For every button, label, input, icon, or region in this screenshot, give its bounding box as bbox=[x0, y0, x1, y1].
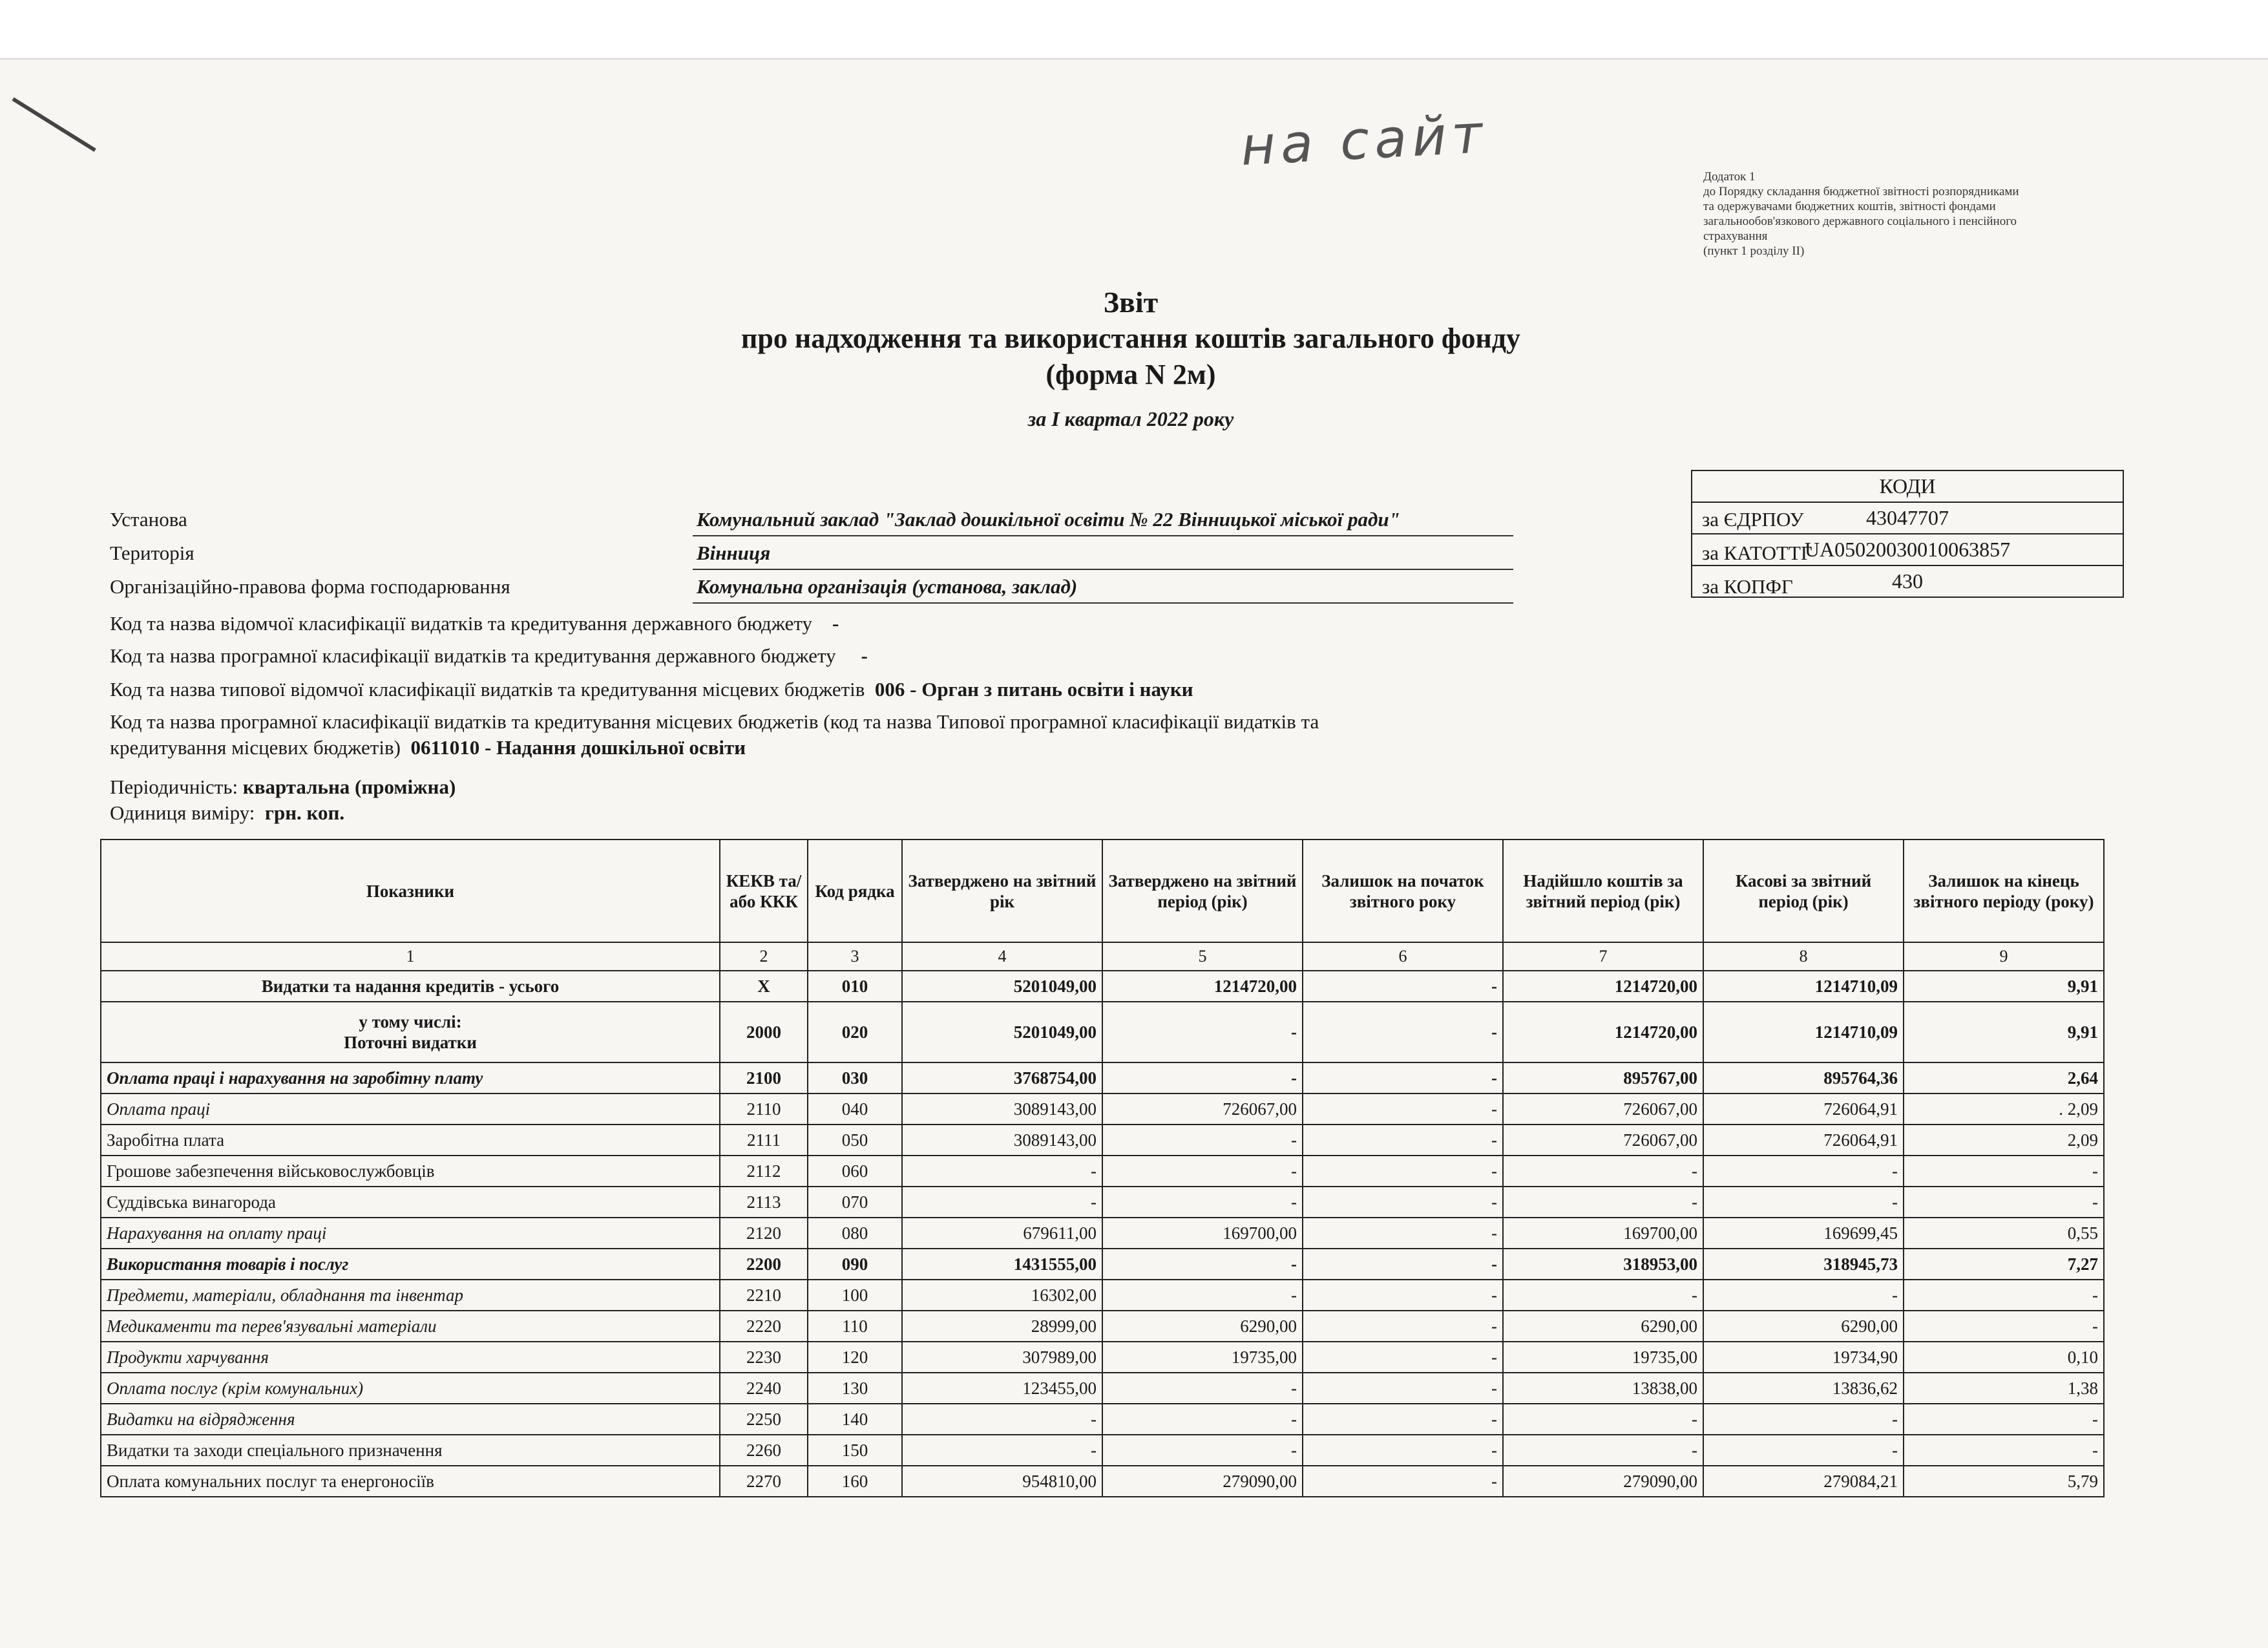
prog-local-label-1: Код та назва програмної класифікації видатків та кредитування місцевих бюджетів (код та назва Типової програмної класифікації видатків та bbox=[110, 710, 1319, 733]
cell-start-balance: - bbox=[1303, 1373, 1503, 1404]
handwritten-note: на сайт bbox=[1239, 103, 1489, 178]
cell-received: 13838,00 bbox=[1503, 1373, 1703, 1404]
institution-label: Установа bbox=[110, 508, 187, 531]
cell-end-balance: 7,27 bbox=[1904, 1249, 2104, 1280]
title-line-3: (форма N 2м) bbox=[1045, 359, 1216, 390]
cell-end-balance: 2,09 bbox=[1904, 1125, 2104, 1156]
cell-code: 070 bbox=[808, 1187, 902, 1218]
cell-start-balance: - bbox=[1303, 1002, 1503, 1062]
cell-code: 080 bbox=[808, 1218, 902, 1249]
cell-start-balance: - bbox=[1303, 1249, 1503, 1280]
cell-approved-year: - bbox=[902, 1187, 1102, 1218]
prog-local-row bbox=[110, 709, 1564, 761]
table-row bbox=[101, 1404, 2104, 1435]
column-number: 4 bbox=[902, 942, 1102, 971]
column-number: 5 bbox=[1102, 942, 1303, 971]
cell-kekv: 2000 bbox=[720, 1002, 808, 1062]
cell-end-balance: - bbox=[1904, 1404, 2104, 1435]
table-row bbox=[101, 1187, 2104, 1218]
table-row bbox=[101, 1466, 2104, 1497]
table-row bbox=[101, 971, 2104, 1002]
cell-cash: 726064,91 bbox=[1703, 1093, 1904, 1125]
kopfg-code: 430 bbox=[1692, 565, 2123, 597]
cell-end-balance: - bbox=[1904, 1187, 2104, 1218]
cell-name: Видатки та надання кредитів - усього bbox=[101, 971, 720, 1002]
column-number: 9 bbox=[1904, 942, 2104, 971]
cell-end-balance: 5,79 bbox=[1904, 1466, 2104, 1497]
column-number: 3 bbox=[808, 942, 902, 971]
cell-approved-period: 726067,00 bbox=[1102, 1093, 1303, 1125]
table-row bbox=[101, 1311, 2104, 1342]
cell-kekv: 2112 bbox=[720, 1156, 808, 1187]
cell-end-balance: - bbox=[1904, 1156, 2104, 1187]
institution-value: Комунальний заклад "Заклад дошкільної освіти № 22 Вінницької міської ради" bbox=[697, 508, 1400, 531]
edrpou-code: 43047707 bbox=[1692, 502, 2123, 534]
cell-approved-period: 169700,00 bbox=[1102, 1218, 1303, 1249]
cell-approved-year: - bbox=[902, 1404, 1102, 1435]
cell-received: 318953,00 bbox=[1503, 1249, 1703, 1280]
cell-name: Продукти харчування bbox=[101, 1342, 720, 1373]
cell-approved-year: - bbox=[902, 1435, 1102, 1466]
prog-state-row bbox=[110, 643, 1564, 669]
cell-kekv: 2270 bbox=[720, 1466, 808, 1497]
cell-start-balance: - bbox=[1303, 1187, 1503, 1218]
cell-cash: - bbox=[1703, 1156, 1904, 1187]
cell-kekv: 2210 bbox=[720, 1280, 808, 1311]
cell-kekv: 2100 bbox=[720, 1062, 808, 1093]
underline bbox=[693, 535, 1513, 536]
cell-approved-period: - bbox=[1102, 1435, 1303, 1466]
cell-code: 120 bbox=[808, 1342, 902, 1373]
cell-code: 100 bbox=[808, 1280, 902, 1311]
cell-code: 060 bbox=[808, 1156, 902, 1187]
cell-cash: 13836,62 bbox=[1703, 1373, 1904, 1404]
cell-start-balance: - bbox=[1303, 1218, 1503, 1249]
cell-kekv: 2113 bbox=[720, 1187, 808, 1218]
cell-cash: 895764,36 bbox=[1703, 1062, 1904, 1093]
cell-cash: 6290,00 bbox=[1703, 1311, 1904, 1342]
appendix-line: та одержувачами бюджетних коштів, звітності фондами bbox=[1703, 200, 1996, 213]
cell-start-balance: - bbox=[1303, 1342, 1503, 1373]
cell-name: Грошове забезпечення військовослужбовців bbox=[101, 1156, 720, 1187]
appendix-line: до Порядку складання бюджетної звітності розпорядниками bbox=[1703, 185, 2019, 198]
cell-name: Використання товарів і послуг bbox=[101, 1249, 720, 1280]
katottg-code: UA05020030010063857 bbox=[1692, 534, 2123, 565]
cell-approved-year: 3089143,00 bbox=[902, 1125, 1102, 1156]
cell-end-balance: - bbox=[1904, 1280, 2104, 1311]
cell-code: 090 bbox=[808, 1249, 902, 1280]
cell-received: 6290,00 bbox=[1503, 1311, 1703, 1342]
cell-received: 169700,00 bbox=[1503, 1218, 1703, 1249]
cell-kekv: 2111 bbox=[720, 1125, 808, 1156]
column-number: 8 bbox=[1703, 942, 1904, 971]
cell-kekv: 2200 bbox=[720, 1249, 808, 1280]
cell-received: - bbox=[1503, 1187, 1703, 1218]
cell-approved-year: 28999,00 bbox=[902, 1311, 1102, 1342]
table-header-row bbox=[101, 840, 2104, 942]
cell-approved-period: - bbox=[1102, 1280, 1303, 1311]
periodicity-value: квартальна (проміжна) bbox=[242, 776, 456, 798]
cell-approved-period: - bbox=[1102, 1249, 1303, 1280]
dept-state-label: Код та назва відомчої класифікації видатків та кредитування державного бюджету bbox=[110, 612, 813, 635]
column-header: КЕКВ та/або ККК bbox=[720, 840, 808, 942]
report-period: за I квартал 2022 року bbox=[1027, 407, 1234, 430]
cell-name: Предмети, матеріали, обладнання та інвентар bbox=[101, 1280, 720, 1311]
cell-end-balance: 0,55 bbox=[1904, 1218, 2104, 1249]
table-row bbox=[101, 1156, 2104, 1187]
cell-approved-period: - bbox=[1102, 1404, 1303, 1435]
report-table bbox=[100, 839, 2105, 1497]
prog-local-value: 0611010 - Надання дошкільної освіти bbox=[410, 736, 746, 759]
column-header: Залишок на початок звітного року bbox=[1303, 840, 1503, 942]
cell-start-balance: - bbox=[1303, 1062, 1503, 1093]
underline bbox=[693, 569, 1513, 570]
column-number: 6 bbox=[1303, 942, 1503, 971]
cell-approved-period: 19735,00 bbox=[1102, 1342, 1303, 1373]
cell-name: Оплата послуг (крім комунальних) bbox=[101, 1373, 720, 1404]
cell-cash: - bbox=[1703, 1280, 1904, 1311]
cell-kekv: X bbox=[720, 971, 808, 1002]
cell-kekv: 2250 bbox=[720, 1404, 808, 1435]
cell-name: Медикаменти та перев'язувальні матеріали bbox=[101, 1311, 720, 1342]
cell-cash: 1214710,09 bbox=[1703, 1002, 1904, 1062]
org-form-label: Організаційно-правова форма господарювання bbox=[110, 575, 510, 598]
cell-cash: - bbox=[1703, 1404, 1904, 1435]
table-row bbox=[101, 1280, 2104, 1311]
title-line-1: Звіт bbox=[1103, 286, 1159, 319]
appendix-line: загальнообов'язкового державного соціального і пенсійного bbox=[1703, 215, 2017, 228]
cell-cash: - bbox=[1703, 1435, 1904, 1466]
org-form-value: Комунальна організація (установа, заклад) bbox=[697, 575, 1078, 598]
periodicity-label: Періодичність: bbox=[110, 776, 238, 798]
cell-kekv: 2110 bbox=[720, 1093, 808, 1125]
territory-label: Територія bbox=[110, 542, 194, 564]
cell-approved-year: 3768754,00 bbox=[902, 1062, 1102, 1093]
cell-kekv: 2260 bbox=[720, 1435, 808, 1466]
unit-value: грн. коп. bbox=[264, 801, 345, 824]
table-row bbox=[101, 1218, 2104, 1249]
unit-label: Одиниця виміру: bbox=[110, 801, 255, 824]
cell-approved-year: 679611,00 bbox=[902, 1218, 1102, 1249]
report-title bbox=[582, 284, 1680, 431]
cell-approved-year: 16302,00 bbox=[902, 1280, 1102, 1311]
cell-cash: 169699,45 bbox=[1703, 1218, 1904, 1249]
table-row bbox=[101, 1093, 2104, 1125]
table-row bbox=[101, 1435, 2104, 1466]
cell-code: 040 bbox=[808, 1093, 902, 1125]
cell-name: Нарахування на оплату праці bbox=[101, 1218, 720, 1249]
cell-approved-year: 954810,00 bbox=[902, 1466, 1102, 1497]
cell-start-balance: - bbox=[1303, 1466, 1503, 1497]
cell-name: Видатки та заходи спеціального призначення bbox=[101, 1435, 720, 1466]
typical-local-value: 006 - Орган з питань освіти і науки bbox=[874, 678, 1193, 701]
cell-name: Видатки на відрядження bbox=[101, 1404, 720, 1435]
cell-received: - bbox=[1503, 1156, 1703, 1187]
prog-state-value: - bbox=[861, 644, 868, 667]
katottg-label: за КАТОТТГ bbox=[1702, 542, 1812, 564]
cell-start-balance: - bbox=[1303, 1404, 1503, 1435]
cell-kekv: 2240 bbox=[720, 1373, 808, 1404]
cell-end-balance: . 2,09 bbox=[1904, 1093, 2104, 1125]
cell-code: 110 bbox=[808, 1311, 902, 1342]
cell-code: 030 bbox=[808, 1062, 902, 1093]
cell-start-balance: - bbox=[1303, 1311, 1503, 1342]
cell-approved-period: - bbox=[1102, 1002, 1303, 1062]
cell-approved-year: 1431555,00 bbox=[902, 1249, 1102, 1280]
cell-end-balance: - bbox=[1904, 1435, 2104, 1466]
column-number-row bbox=[101, 942, 2104, 971]
column-number: 2 bbox=[720, 942, 808, 971]
appendix-line: Додаток 1 bbox=[1703, 170, 1756, 184]
cell-code: 050 bbox=[808, 1125, 902, 1156]
cell-name: Оплата комунальних послуг та енергоносіїв bbox=[101, 1466, 720, 1497]
cell-approved-period: - bbox=[1102, 1187, 1303, 1218]
column-header: Касові за звітний період (рік) bbox=[1703, 840, 1904, 942]
cell-end-balance: 9,91 bbox=[1904, 1002, 2104, 1062]
cell-received: 1214720,00 bbox=[1503, 971, 1703, 1002]
underline bbox=[693, 602, 1513, 604]
cell-received: 279090,00 bbox=[1503, 1466, 1703, 1497]
cell-approved-period: 279090,00 bbox=[1102, 1466, 1303, 1497]
cell-approved-period: - bbox=[1102, 1062, 1303, 1093]
prog-state-label: Код та назва програмної класифікації видатків та кредитування державного бюджету bbox=[110, 644, 836, 667]
table-row bbox=[101, 1373, 2104, 1404]
territory-value: Вінниця bbox=[697, 542, 771, 564]
prog-local-label-2: кредитування місцевих бюджетів) bbox=[110, 736, 401, 759]
paper-top-edge bbox=[0, 0, 2268, 59]
cell-received: 895767,00 bbox=[1503, 1062, 1703, 1093]
column-number: 7 bbox=[1503, 942, 1703, 971]
cell-end-balance: 0,10 bbox=[1904, 1342, 2104, 1373]
cell-end-balance: - bbox=[1904, 1311, 2104, 1342]
cell-name: Оплата праці bbox=[101, 1093, 720, 1125]
column-header: Затверджено на звітний період (рік) bbox=[1102, 840, 1303, 942]
cell-start-balance: - bbox=[1303, 1280, 1503, 1311]
column-header: Залишок на кінець звітного періоду (року) bbox=[1904, 840, 2104, 942]
cell-approved-year: 123455,00 bbox=[902, 1373, 1102, 1404]
cell-code: 140 bbox=[808, 1404, 902, 1435]
cell-cash: 19734,90 bbox=[1703, 1342, 1904, 1373]
cell-end-balance: 2,64 bbox=[1904, 1062, 2104, 1093]
dept-state-value: - bbox=[832, 612, 839, 635]
table-row bbox=[101, 1125, 2104, 1156]
kopfg-label: за КОПФГ bbox=[1702, 575, 1793, 598]
column-header: Надійшло коштів за звітний період (рік) bbox=[1503, 840, 1703, 942]
table-row bbox=[101, 1062, 2104, 1093]
cell-start-balance: - bbox=[1303, 1093, 1503, 1125]
column-number: 1 bbox=[101, 942, 720, 971]
cell-name: Оплата праці і нарахування на заробітну плату bbox=[101, 1062, 720, 1093]
pen-stroke-mark bbox=[12, 97, 96, 152]
cell-kekv: 2120 bbox=[720, 1218, 808, 1249]
cell-received: - bbox=[1503, 1280, 1703, 1311]
cell-received: - bbox=[1503, 1435, 1703, 1466]
cell-approved-period: - bbox=[1102, 1373, 1303, 1404]
cell-received: 19735,00 bbox=[1503, 1342, 1703, 1373]
cell-approved-year: 3089143,00 bbox=[902, 1093, 1102, 1125]
codes-header: КОДИ bbox=[1692, 470, 2123, 502]
cell-cash: 279084,21 bbox=[1703, 1466, 1904, 1497]
appendix-note bbox=[1703, 169, 2130, 259]
typical-local-label: Код та назва типової відомчої класифікації видатків та кредитування місцевих бюджетів bbox=[110, 678, 865, 701]
table-body bbox=[101, 971, 2104, 1497]
cell-end-balance: 1,38 bbox=[1904, 1373, 2104, 1404]
dept-state-row bbox=[110, 611, 1564, 637]
cell-kekv: 2230 bbox=[720, 1342, 808, 1373]
cell-approved-year: 307989,00 bbox=[902, 1342, 1102, 1373]
column-header: Код рядка bbox=[808, 840, 902, 942]
appendix-line: страхування bbox=[1703, 229, 1768, 243]
edrpou-label: за ЄДРПОУ bbox=[1702, 508, 1804, 531]
cell-approved-year: 5201049,00 bbox=[902, 971, 1102, 1002]
cell-approved-period: 6290,00 bbox=[1102, 1311, 1303, 1342]
cell-cash: 1214710,09 bbox=[1703, 971, 1904, 1002]
cell-cash: - bbox=[1703, 1187, 1904, 1218]
cell-end-balance: 9,91 bbox=[1904, 971, 2104, 1002]
cell-approved-period: - bbox=[1102, 1125, 1303, 1156]
cell-kekv: 2220 bbox=[720, 1311, 808, 1342]
cell-approved-period: 1214720,00 bbox=[1102, 971, 1303, 1002]
cell-code: 010 bbox=[808, 971, 902, 1002]
column-header: Затверджено на звітний рік bbox=[902, 840, 1102, 942]
cell-received: 726067,00 bbox=[1503, 1093, 1703, 1125]
cell-code: 130 bbox=[808, 1373, 902, 1404]
table-row bbox=[101, 1002, 2104, 1062]
cell-code: 020 bbox=[808, 1002, 902, 1062]
cell-received: 1214720,00 bbox=[1503, 1002, 1703, 1062]
periodicity-row bbox=[110, 774, 1564, 800]
cell-start-balance: - bbox=[1303, 971, 1503, 1002]
cell-received: - bbox=[1503, 1404, 1703, 1435]
cell-start-balance: - bbox=[1303, 1125, 1503, 1156]
typical-local-row bbox=[110, 677, 1564, 703]
cell-name: Заробітна плата bbox=[101, 1125, 720, 1156]
table-row bbox=[101, 1249, 2104, 1280]
cell-code: 160 bbox=[808, 1466, 902, 1497]
column-header: Показники bbox=[101, 840, 720, 942]
cell-approved-year: 5201049,00 bbox=[902, 1002, 1102, 1062]
appendix-line: (пункт 1 розділу II) bbox=[1703, 244, 1805, 258]
cell-code: 150 bbox=[808, 1435, 902, 1466]
cell-cash: 318945,73 bbox=[1703, 1249, 1904, 1280]
cell-approved-period: - bbox=[1102, 1156, 1303, 1187]
cell-cash: 726064,91 bbox=[1703, 1125, 1904, 1156]
cell-start-balance: - bbox=[1303, 1435, 1503, 1466]
cell-received: 726067,00 bbox=[1503, 1125, 1703, 1156]
cell-name: у тому числі: Поточні видатки bbox=[101, 1002, 720, 1062]
unit-row bbox=[110, 800, 1564, 826]
table-row bbox=[101, 1342, 2104, 1373]
cell-name: Суддівська винагорода bbox=[101, 1187, 720, 1218]
title-line-2: про надходження та використання коштів загального фонду bbox=[741, 322, 1520, 354]
cell-approved-year: - bbox=[902, 1156, 1102, 1187]
cell-start-balance: - bbox=[1303, 1156, 1503, 1187]
